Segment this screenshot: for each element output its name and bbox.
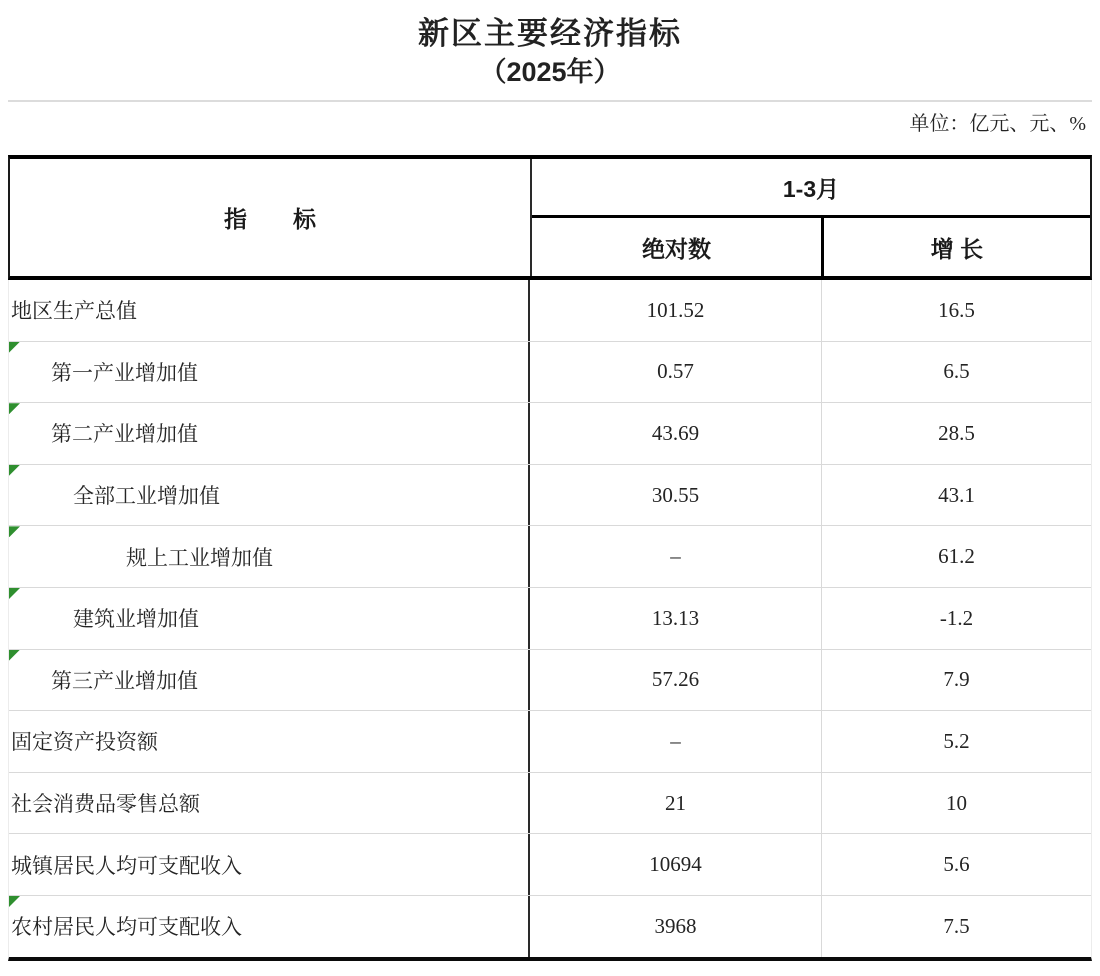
indicator-name: 农村居民人均可支配收入 <box>11 915 242 940</box>
growth-value-cell: 10 <box>946 790 967 815</box>
growth-value-cell: -1.2 <box>939 605 974 630</box>
absolute-value-cell: 57.26 <box>530 650 822 711</box>
absolute-value-cell: 43.69 <box>530 403 822 464</box>
indicator-name-cell <box>9 342 530 403</box>
indicator-name: 固定资产投资额 <box>11 730 158 755</box>
table-header <box>8 155 1092 280</box>
indicator-name: 建筑业增加值 <box>73 607 199 632</box>
economic-indicators-table <box>8 155 1092 961</box>
absolute-value-cell: – <box>530 526 822 587</box>
indicator-name-cell <box>9 773 530 834</box>
page-subtitle: （2025年） <box>479 57 621 87</box>
col-header-growth: 增 长 <box>930 235 984 262</box>
absolute-value-cell: – <box>530 711 822 772</box>
page-title: 新区主要经济指标 <box>418 16 682 51</box>
table-row <box>9 772 1091 834</box>
table-row <box>9 341 1091 403</box>
indicator-name-cell <box>9 588 530 649</box>
table-row <box>9 280 1091 341</box>
growth-value-cell: 7.9 <box>943 667 970 692</box>
indicator-name: 第三产业增加值 <box>51 668 198 693</box>
growth-value-cell: 43.1 <box>938 482 975 507</box>
table-row <box>9 587 1091 649</box>
indicator-name-cell <box>9 280 530 341</box>
indicator-name-cell <box>9 650 530 711</box>
absolute-value-cell: 3968 <box>530 896 822 957</box>
indicator-name: 第一产业增加值 <box>51 360 198 385</box>
table-row <box>9 833 1091 895</box>
title-block <box>0 0 1100 90</box>
table-row <box>9 710 1091 772</box>
absolute-value-cell: 10694 <box>530 834 822 895</box>
indicator-name: 地区生产总值 <box>11 299 137 324</box>
col-header-indicator: 指 标 <box>10 159 532 276</box>
indicator-name-cell <box>9 834 530 895</box>
table-row <box>9 649 1091 711</box>
table-body <box>8 280 1092 961</box>
growth-value-cell: 5.2 <box>943 728 970 753</box>
growth-value-cell: 61.2 <box>938 544 975 569</box>
header-period-group <box>532 159 1090 276</box>
table-row <box>9 895 1091 957</box>
unit-note: 单位：亿元、元、% <box>909 113 1086 135</box>
absolute-value-cell: 13.13 <box>530 588 822 649</box>
table-row <box>9 525 1091 587</box>
growth-value-cell: 5.6 <box>943 852 970 877</box>
col-header-absolute: 绝对数 <box>532 218 824 276</box>
indicator-name-cell <box>9 403 530 464</box>
indicator-name-cell <box>9 711 530 772</box>
growth-value-cell: 6.5 <box>943 359 970 384</box>
indicator-name-cell <box>9 526 530 587</box>
indicator-name: 城镇居民人均可支配收入 <box>11 853 242 878</box>
absolute-value-cell: 30.55 <box>530 465 822 526</box>
growth-value-cell: 7.5 <box>943 913 970 938</box>
col-header-period: 1-3月 <box>532 159 1090 218</box>
growth-value-cell: 28.5 <box>938 420 975 445</box>
header-subrow <box>532 218 1090 276</box>
title-divider <box>8 100 1092 102</box>
indicator-name: 规上工业增加值 <box>126 545 273 570</box>
indicator-name: 第二产业增加值 <box>51 422 198 447</box>
absolute-value-cell: 21 <box>530 773 822 834</box>
growth-value-cell: 16.5 <box>938 297 975 322</box>
absolute-value-cell: 0.57 <box>530 342 822 403</box>
indicator-name-cell <box>9 896 530 957</box>
table-row <box>9 464 1091 526</box>
indicator-name-cell <box>9 465 530 526</box>
indicator-name: 社会消费品零售总额 <box>11 792 200 817</box>
indicator-name: 全部工业增加值 <box>73 484 220 509</box>
table-row <box>9 402 1091 464</box>
absolute-value-cell: 101.52 <box>530 280 822 341</box>
